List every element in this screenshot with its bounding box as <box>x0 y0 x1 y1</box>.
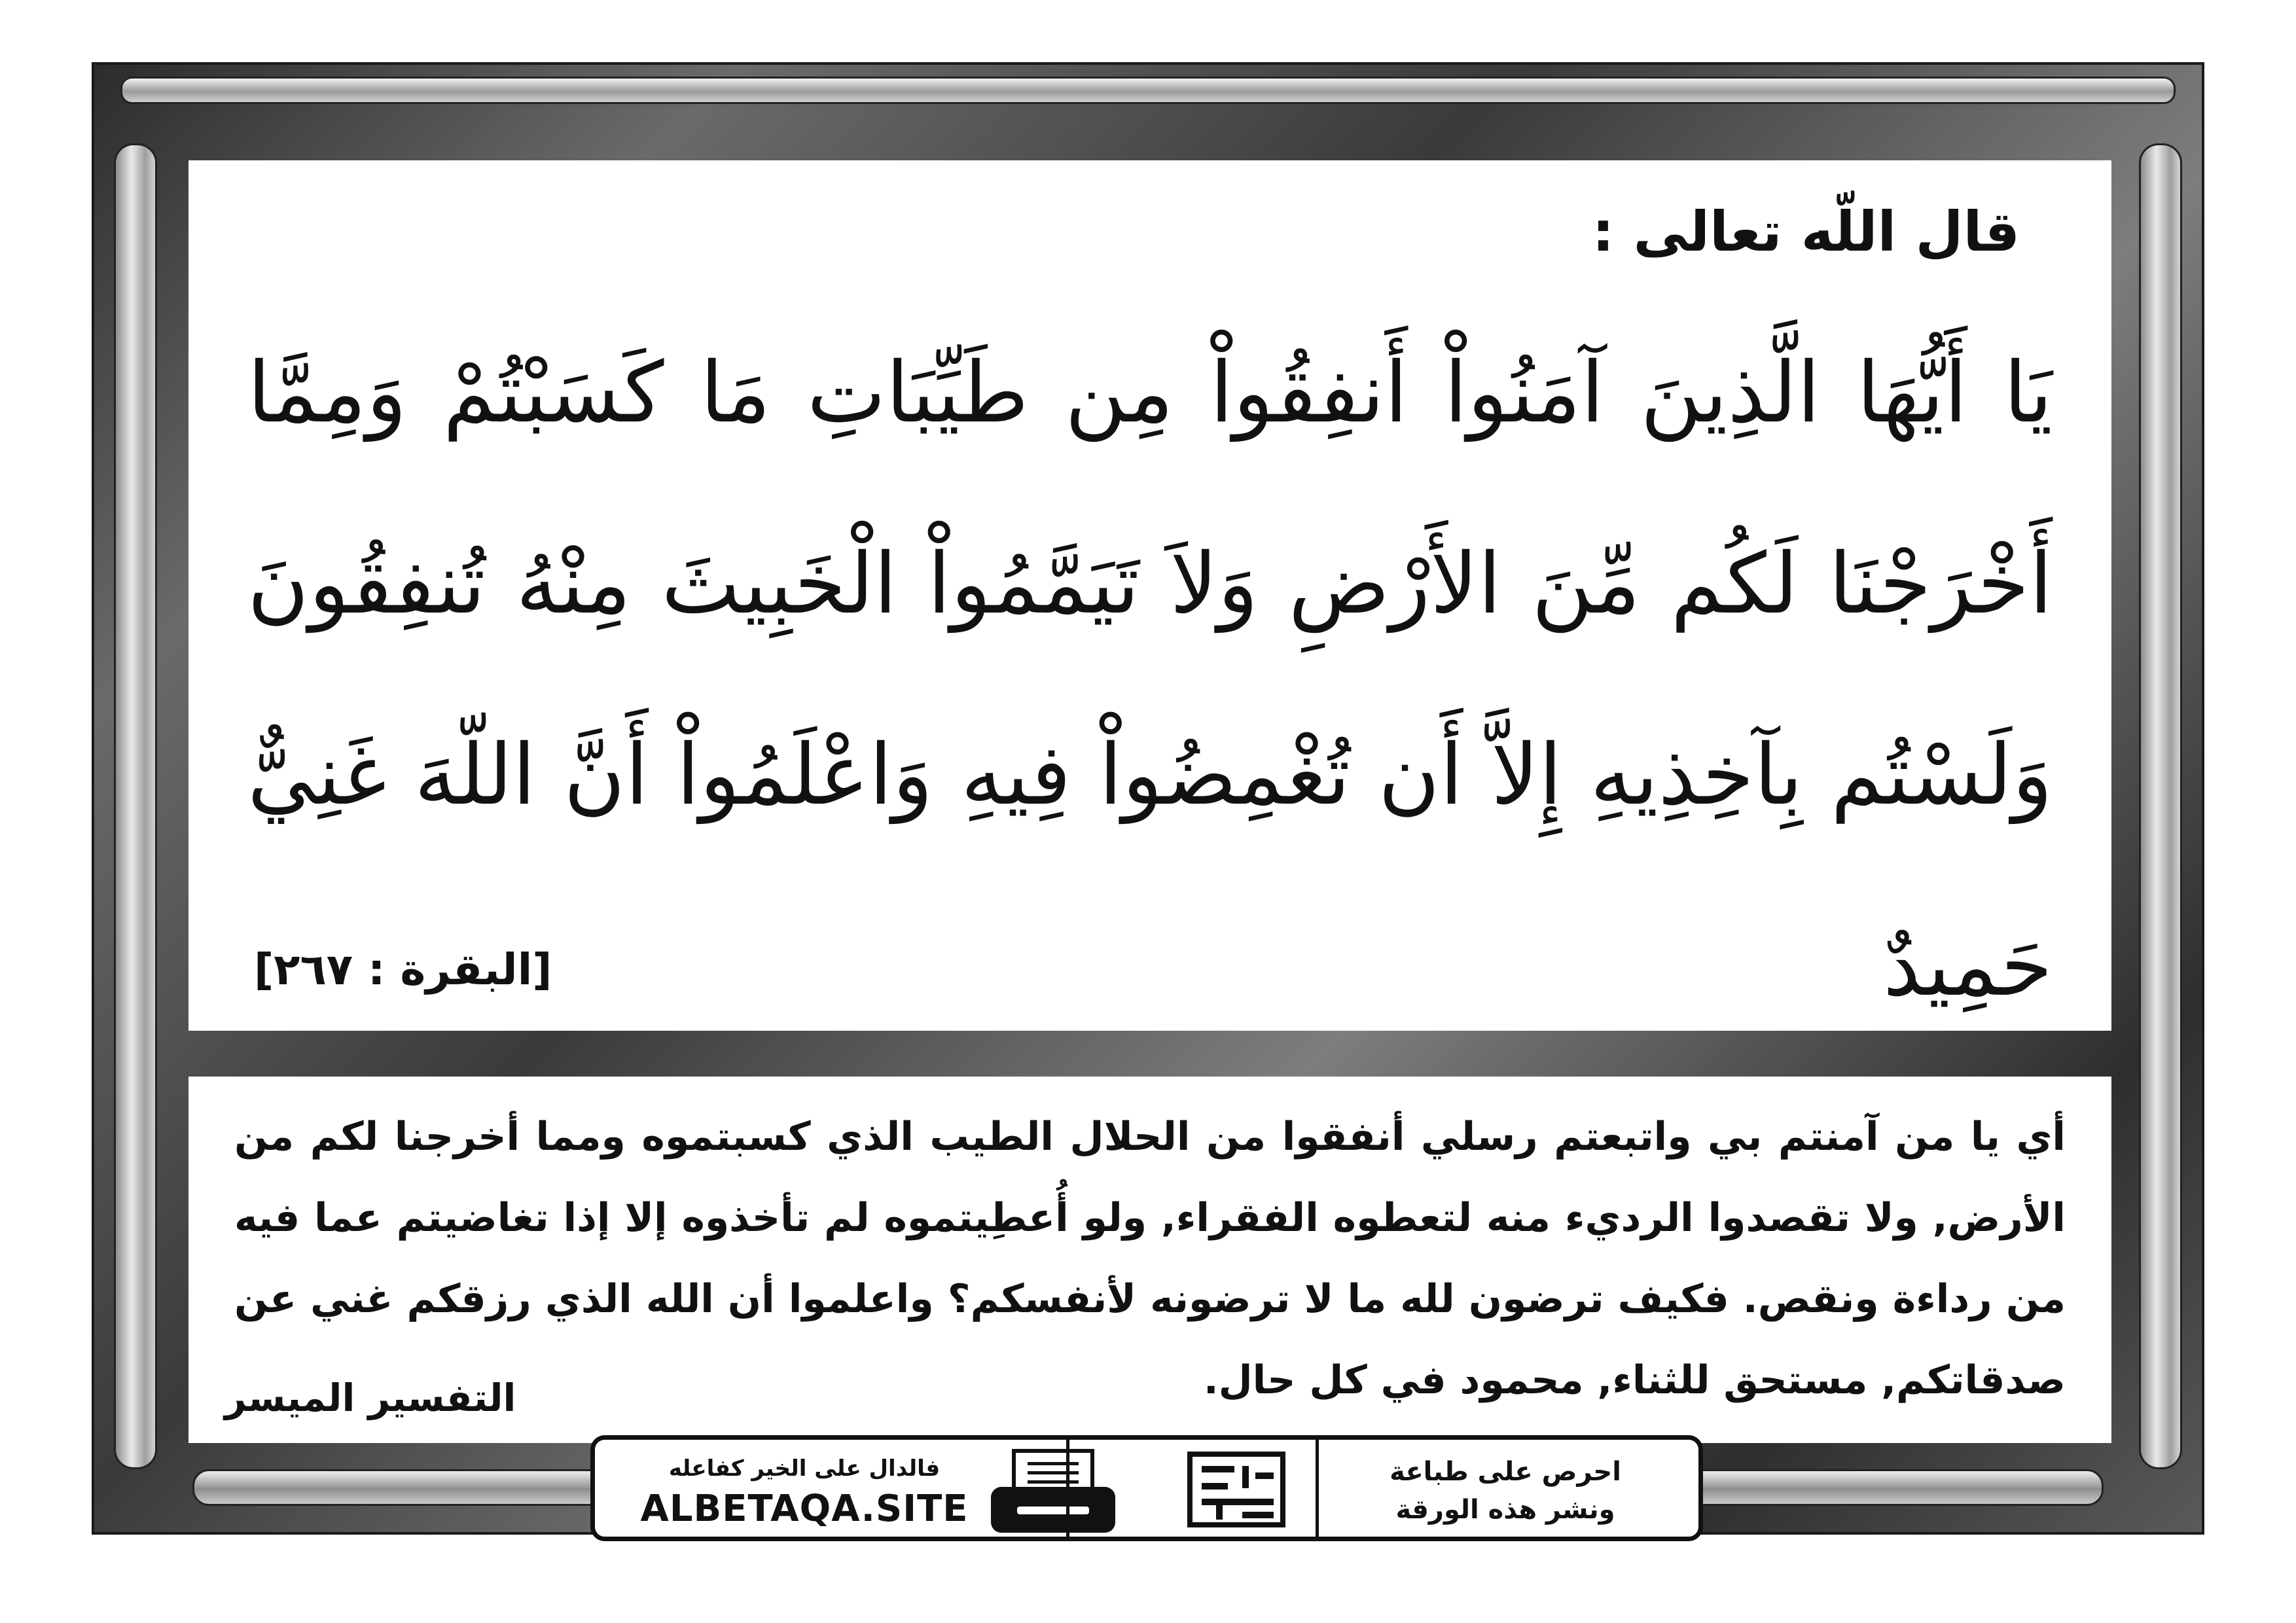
quran-verse: يَا أَيُّهَا الَّذِينَ آمَنُواْ أَنفِقُواْ مِن طَيِّبَاتِ مَا كَسَبْتُمْ وَمِمَّا أَخْرَجْنَا لَكُم مِّنَ الأَرْضِ وَلاَ تَيَمَّمُواْ الْخَبِيثَ مِنْهُ تُنفِقُونَ وَلَسْتُم بِآخِذِيهِ إِلاَّ أَن تُغْمِضُواْ فِيهِ وَاعْلَمُواْ أَنَّ اللّهَ غَنِيٌّ حَمِيدٌ <box>247 344 2053 1015</box>
verse-panel <box>188 160 2111 1031</box>
print-notice <box>1352 1453 1659 1529</box>
verse-reference: [البقرة : ٢٦٧] <box>254 944 552 995</box>
verse-heading: قال اللّه تعالى : <box>1592 200 2020 264</box>
footer-divider <box>1316 1440 1319 1537</box>
dawat-alwaraqa-logo-icon <box>1187 1452 1285 1527</box>
footer-divider <box>1066 1440 1069 1537</box>
tafsir-text: أي يا من آمنتم بي واتبعتم رسلي أنفقوا من الحلال الطيب الذي كسبتموه ومما أخرجنا لكم من الأرض, ولا تقصدوا الرديء منه لتعطوه الفقراء, ولو أُعطِيتموه لم تأخذوه إلا إذا تغاضيتم عما فيه من رداءة ونقص. فكيف ترضون لله ما لا ترضونه لأنفسكم؟ واعلموا أن الله الذي رزقكم غني عن صدقاتكم, مستحق للثناء, محمود في كل حال. <box>234 1114 2066 1403</box>
print-notice-line1: احرص على طباعة <box>1390 1457 1621 1487</box>
printer-icon <box>991 1449 1115 1534</box>
site-tagline: فالدال على الخير كفاعله <box>668 1455 941 1482</box>
frame-left-bar <box>114 143 157 1469</box>
tafsir-panel <box>188 1077 2111 1443</box>
print-notice-line2: ونشر هذه الورقة <box>1395 1495 1615 1525</box>
frame-right-bar <box>2139 143 2182 1469</box>
tafsir-source: التفسير الميسر <box>224 1376 516 1420</box>
frame-bottom-right-bar <box>1681 1469 2104 1506</box>
frame-top-bar <box>120 77 2176 104</box>
site-url[interactable]: ALBETAQA.SITE <box>640 1488 969 1530</box>
site-block <box>634 1450 975 1531</box>
footer-banner <box>590 1435 1703 1541</box>
frame-bottom-left-bar <box>192 1469 615 1506</box>
